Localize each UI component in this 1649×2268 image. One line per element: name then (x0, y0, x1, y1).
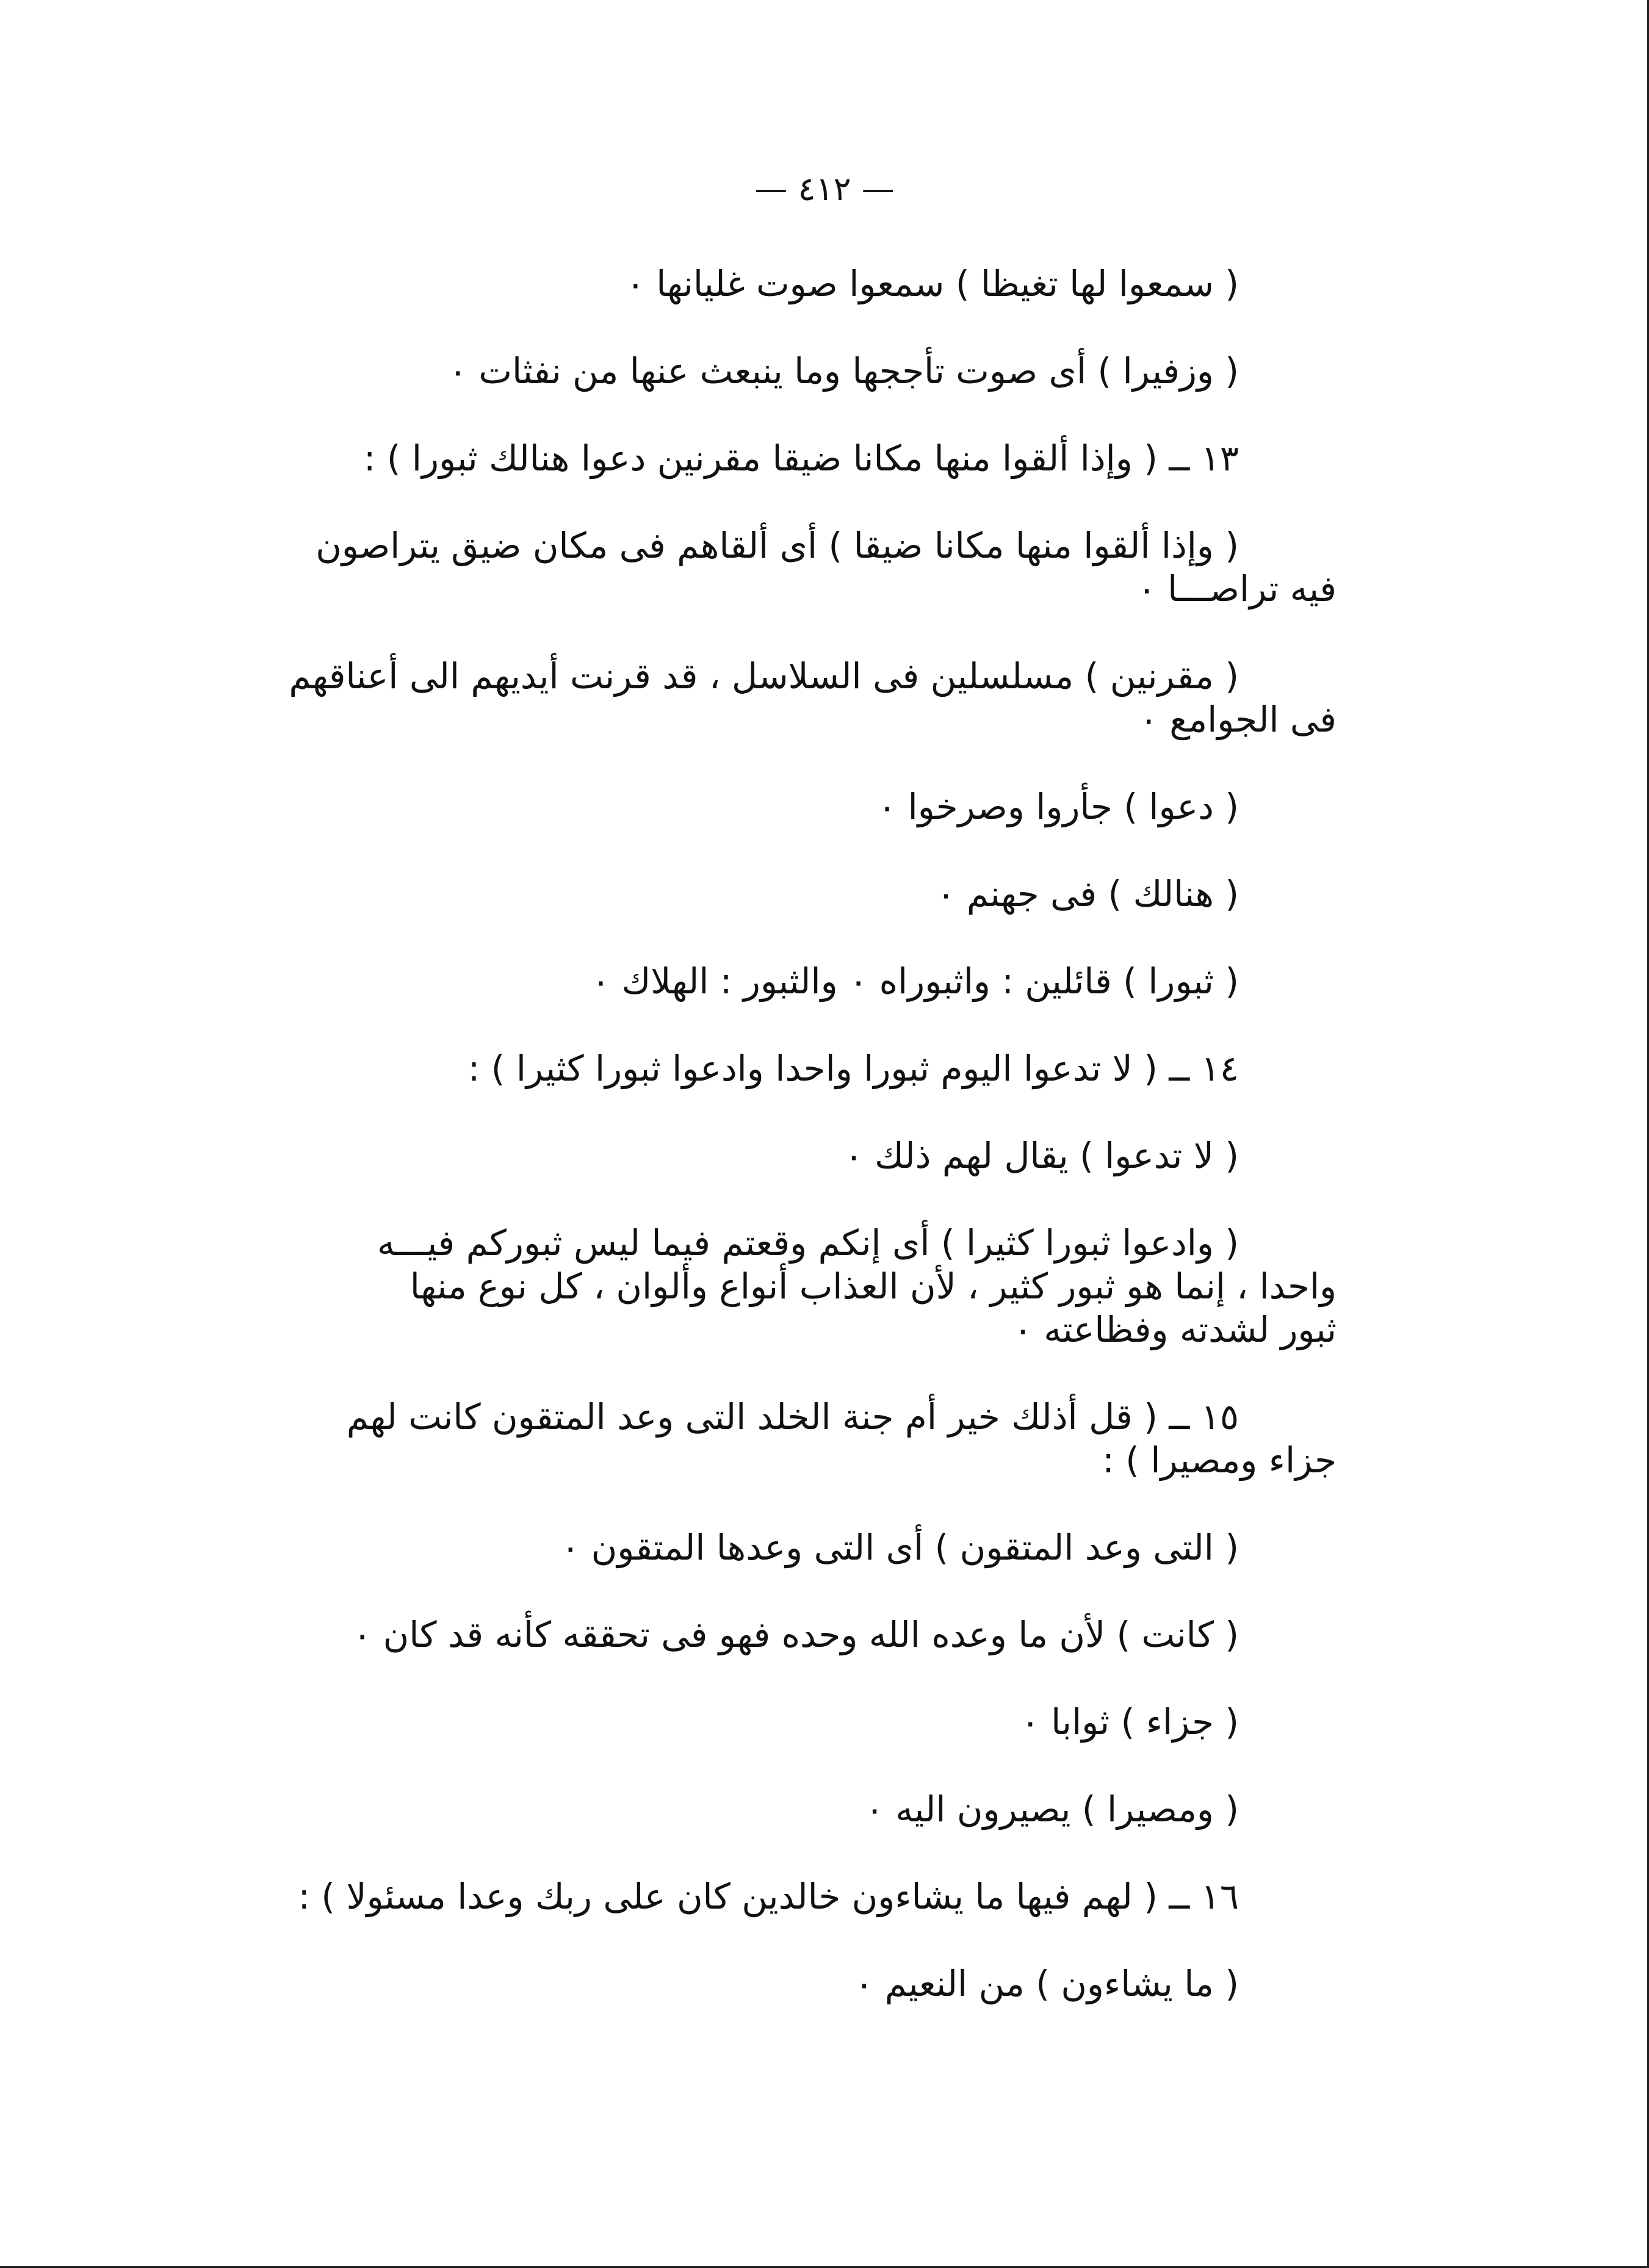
text-line: فى الجوامع ٠ (1139, 699, 1337, 740)
text-line: ( لا تدعوا ) يقال لهم ذلك ٠ (844, 1135, 1239, 1176)
paragraph (165, 873, 1337, 916)
paragraph (165, 1788, 1337, 1831)
text-line: ( جزاء ) ثوابا ٠ (1020, 1701, 1239, 1743)
text-line: جزاء ومصيرا ) : (1102, 1439, 1337, 1481)
paragraph (165, 1875, 1337, 1918)
text-line: ( وإذا ألقوا منها مكانا ضيقا ) أى ألقاهم فى مكان ضيق يتراصون (316, 525, 1239, 566)
paragraph (165, 262, 1337, 306)
text-line: فيه تراصـــا ٠ (1137, 568, 1337, 610)
paragraph (165, 524, 1337, 611)
text-line: ( وادعوا ثبورا كثيرا ) أى إنكم وقعتم فيما ليس ثبوركم فيـــه (377, 1222, 1239, 1264)
paragraph (165, 1526, 1337, 1569)
text-line: ١٣ ــ ( وإذا ألقوا منها مكانا ضيقا مقرنين دعوا هنالك ثبورا ) : (363, 437, 1239, 479)
paragraph (165, 1395, 1337, 1482)
text-line: ( التى وعد المتقون ) أى التى وعدها المتقون ٠ (561, 1527, 1239, 1568)
paragraph (165, 655, 1337, 741)
text-line: ( ومصيرا ) يصيرون اليه ٠ (865, 1788, 1239, 1830)
paragraph (165, 350, 1337, 393)
text-line: ( هنالك ) فى جهنم ٠ (936, 873, 1239, 915)
text-line: واحدا ، إنما هو ثبور كثير ، لأن العذاب أنواع وألوان ، كل نوع منها (410, 1265, 1337, 1307)
text-line: ( مقرنين ) مسلسلين فى السلاسل ، قد قرنت أيديهم الى أعناقهم (289, 655, 1239, 697)
paragraph (165, 437, 1337, 480)
text-line: ١٤ ــ ( لا تدعوا اليوم ثبورا واحدا وادعوا ثبورا كثيرا ) : (467, 1048, 1239, 1089)
paragraph (165, 1047, 1337, 1090)
text-line: ( كانت ) لأن ما وعده الله وحده فهو فى تحققه كأنه قد كان ٠ (353, 1614, 1239, 1655)
paragraph (165, 1222, 1337, 1352)
text-line: ١٥ ــ ( قل أذلك خير أم جنة الخلد التى وعد المتقون كانت لهم (346, 1396, 1239, 1438)
text-line: ( وزفيرا ) أى صوت تأججها وما ينبعث عنها من نفثات ٠ (448, 350, 1239, 392)
paragraph (165, 1613, 1337, 1657)
paragraph (165, 1701, 1337, 1744)
text-line: ١٦ ــ ( لهم فيها ما يشاءون خالدين كان على ربك وعدا مسئولا ) : (298, 1876, 1239, 1917)
paragraph (165, 960, 1337, 1003)
body-text (165, 262, 1337, 2050)
paragraph (165, 1962, 1337, 2006)
page-number: — ٤١٢ — (754, 170, 895, 208)
paragraph (165, 785, 1337, 829)
text-line: ( ثبورا ) قائلين : واثبوراه ٠ والثبور : الهلاك ٠ (591, 960, 1239, 1002)
text-line: ( دعوا ) جأروا وصرخوا ٠ (878, 786, 1239, 827)
paragraph (165, 1134, 1337, 1178)
text-line: ( ما يشاءون ) من النعيم ٠ (854, 1963, 1239, 2004)
text-line: ( سمعوا لها تغيظا ) سمعوا صوت غليانها ٠ (626, 263, 1239, 304)
text-line: ثبور لشدته وفظاعته ٠ (1013, 1309, 1337, 1350)
